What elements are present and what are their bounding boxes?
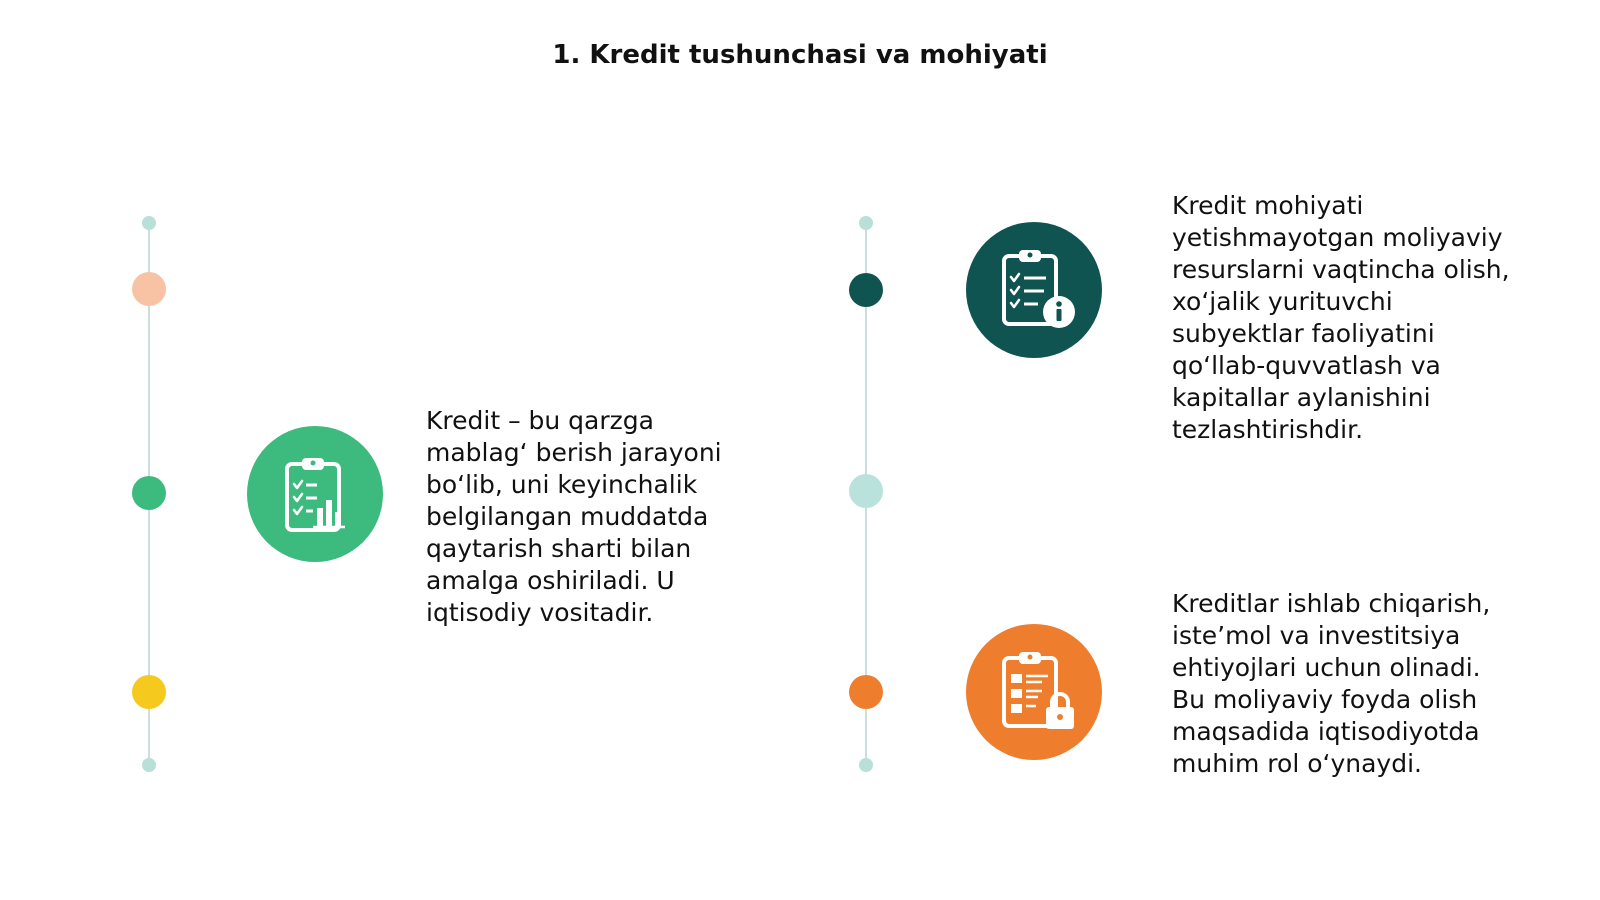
clipboard-chart-icon bbox=[247, 426, 383, 562]
left-timeline-end-dot bbox=[142, 758, 156, 772]
left-timeline-end-dot bbox=[142, 216, 156, 230]
right-timeline-mint-dot bbox=[849, 474, 883, 508]
item-1-text: Kredit – bu qarzga mablag‘ berish jarayoni bo‘lib, uni keyinchalik belgilangan muddatda qaytarish sharti bilan amalga oshiriladi. U iqtisodiy vositadir. bbox=[426, 406, 722, 627]
right-timeline-end-dot bbox=[859, 758, 873, 772]
left-timeline-green-dot bbox=[132, 476, 166, 510]
right-timeline-end-dot bbox=[859, 216, 873, 230]
right-timeline-orange-dot bbox=[849, 675, 883, 709]
left-timeline-yellow-dot bbox=[132, 675, 166, 709]
slide-title: 1. Kredit tushunchasi va mohiyati bbox=[552, 40, 1048, 70]
item-3-text: Kreditlar ishlab chiqarish, iste’mol va investitsiya ehtiyojlari uchun olinadi. Bu moliyaviy foyda olish maqsadida iqtisodiyotda muhim rol o‘ynaydi. bbox=[1172, 589, 1491, 778]
clipboard-info-icon bbox=[966, 222, 1102, 358]
clipboard-lock-icon bbox=[966, 624, 1102, 760]
right-timeline-dark-teal-dot bbox=[849, 273, 883, 307]
item-2-text: Kredit mohiyati yetishmayotgan moliyaviy resurslarni vaqtincha olish, xo‘jalik yurituvchi subyektlar faoliyatini qo‘llab-quvvatlash va kapitallar aylanishini tezlashtirishdir. bbox=[1172, 191, 1510, 444]
left-timeline-peach-dot bbox=[132, 272, 166, 306]
